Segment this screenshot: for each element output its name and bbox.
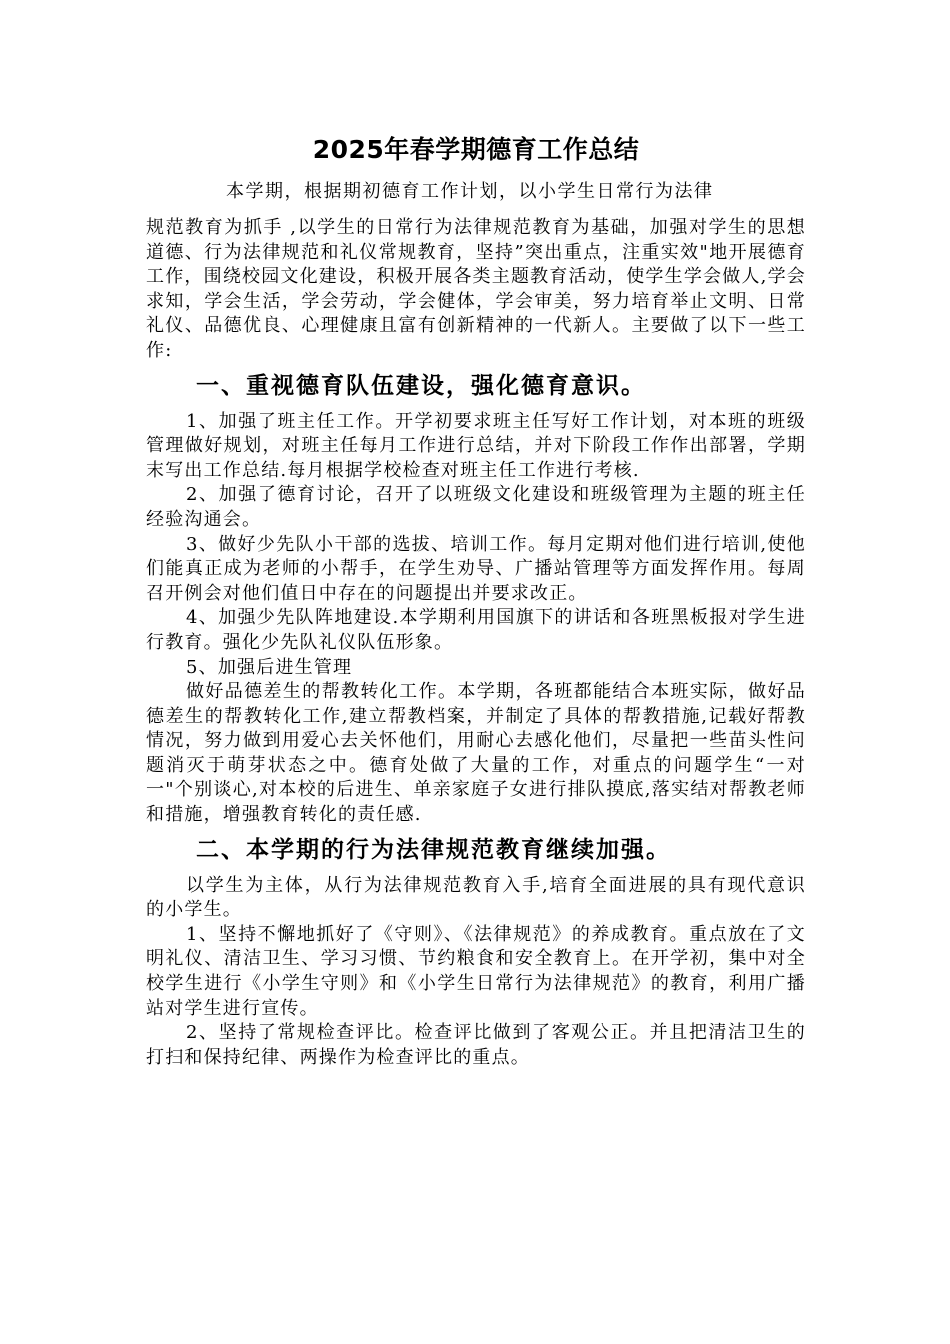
section-2-heading: 二、本学期的行为法律规范教育继续加强。 [196,835,671,863]
section-1-item-6: 做好品德差生的帮教转化工作。本学期，各班都能结合本班实际，做好品德差生的帮教转化工作,建立帮教档案，并制定了具体的帮教措施,记载好帮教情况，努力做到用爱心去关怀他们，用耐心去感化他们，尽量把一些苗头性问题消灭于萌芽状态之中。德育处做了大量的工作，对重点的问题学生“一对一"个别谈心,对本校的后进生、单亲家庭子女进行排队摸底,落实结对帮教老师和措施，增强教育转化的责任感. [146,681,806,826]
section-1-item-4: 4、加强少先队阵地建设.本学期利用国旗下的讲话和各班黑板报对学生进行教育。强化少先队礼仪队伍形象。 [146,607,806,653]
section-1-heading: 一、重视德育队伍建设，强化德育意识。 [196,371,646,399]
section-2-item-1: 以学生为主体，从行为法律规范教育入手,培育全面进展的具有现代意识的小学生。 [146,874,806,921]
intro-first-line: 本学期，根据期初德育工作计划，以小学生日常行为法律 [226,181,714,202]
section-1-item-2: 2、加强了德育讨论，召开了以班级文化建设和班级管理为主题的班主任经验沟通会。 [146,484,806,530]
intro-paragraph: 规范教育为抓手 ,以学生的日常行为法律规范教育为基础，加强对学生的思想道德、行为法律规范和礼仪常规教育，坚持”突出重点，注重实效"地开展德育工作，围绕校园文化建设，积极开展各类主题教育活动，使学生学会做人,学会求知，学会生活，学会劳动，学会健体，学会审美，努力培育举止文明、日常礼仪、品德优良、心理健康且富有创新精神的一代新人。主要做了以下一些工作: [146,217,806,361]
section-1-item-1: 1、加强了班主任工作。开学初要求班主任写好工作计划，对本班的班级管理做好规划，对班主任每月工作进行总结，并对下阶段工作作出部署，学期末写出工作总结.每月根据学校检查对班主任工作进行考核. [146,410,806,481]
section-2-item-3: 2、坚持了常规检查评比。检查评比做到了客观公正。并且把清洁卫生的打扫和保持纪律、两操作为检查评比的重点。 [146,1022,806,1068]
section-2-item-2: 1、坚持不懈地抓好了《守则》、《法律规范》的养成教育。重点放在了文明礼仪、清洁卫生、学习习惯、节约粮食和安全教育上。在开学初，集中对全校学生进行《小学生守则》和《小学生日常行为法律规范》的教育，利用广播站对学生进行宣传。 [146,923,806,1019]
document-page [146,132,806,1070]
document-title: 2025年春学期德育工作总结 [312,135,640,164]
section-1-item-3: 3、做好少先队小干部的选拔、培训工作。每月定期对他们进行培训,使他们能真正成为老师的小帮手，在学生劝导、广播站管理等方面发挥作用。每周召开例会对他们值日中存在的问题提出并要求改正。 [146,533,806,604]
section-1-item-5: 5、加强后进生管理 [186,656,353,678]
